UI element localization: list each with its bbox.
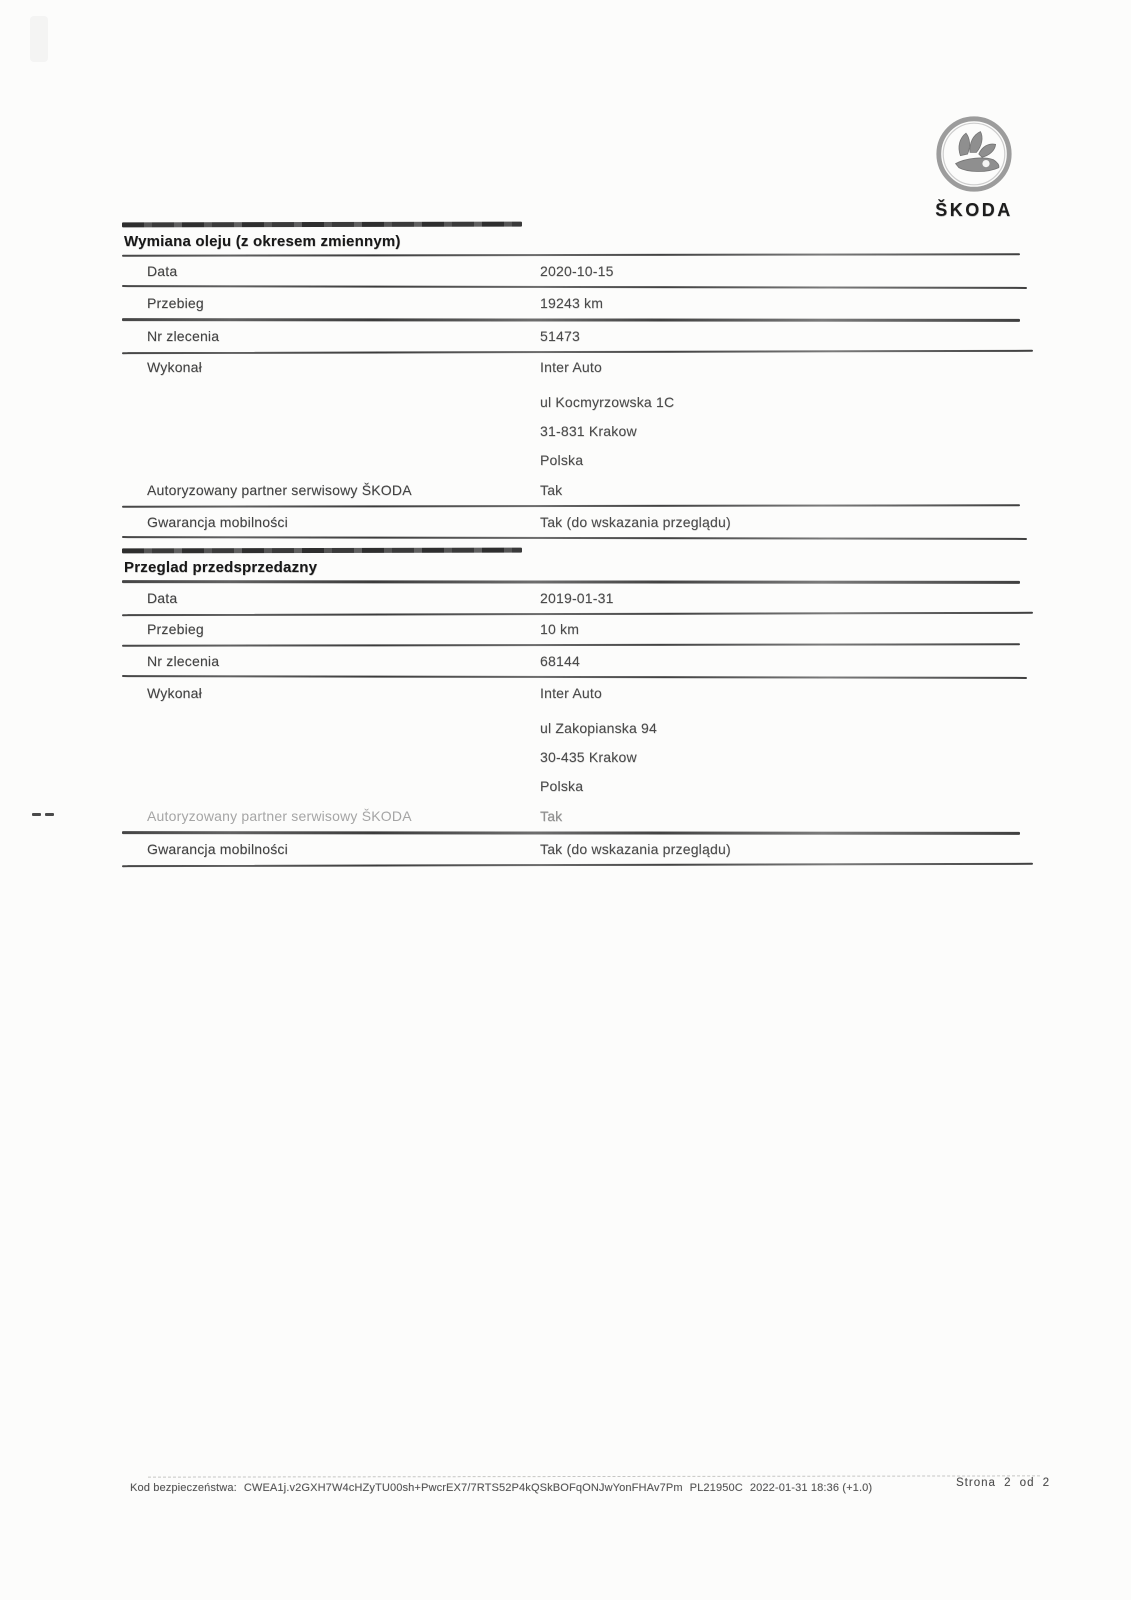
row-label: Przebieg bbox=[147, 621, 204, 638]
page-indicator: Strona 2 od 2 bbox=[956, 1477, 1051, 1489]
row-value: 51473 bbox=[540, 327, 580, 344]
section-header-bar bbox=[122, 548, 522, 554]
workshop-city: 31-831 Krakow bbox=[540, 423, 637, 440]
row-label: Nr zlecenia bbox=[147, 327, 220, 344]
table-row-workshop bbox=[122, 678, 1020, 801]
row-value: 2020-10-15 bbox=[540, 263, 614, 279]
table-row bbox=[122, 256, 1020, 286]
row-value: 2019-01-31 bbox=[540, 589, 614, 606]
table-row bbox=[122, 321, 1020, 351]
footer-security bbox=[130, 1482, 872, 1494]
skoda-winged-arrow-icon bbox=[934, 114, 1014, 194]
row-label: Gwarancja mobilności bbox=[147, 840, 288, 857]
table-row bbox=[122, 475, 1020, 505]
table-rule bbox=[122, 536, 1027, 540]
footer-divider bbox=[148, 1475, 1040, 1477]
section-header-bar bbox=[122, 222, 522, 228]
row-value: Tak bbox=[540, 482, 563, 499]
row-value-workshop bbox=[540, 359, 1020, 475]
section-title: Przeglad przedsprzedazny bbox=[124, 559, 318, 576]
table-row bbox=[122, 646, 1020, 676]
document-code: PL21950C bbox=[689, 1482, 743, 1494]
table-row bbox=[122, 583, 1020, 613]
table-row-workshop bbox=[122, 352, 1020, 475]
workshop-street: ul Zakopianska 94 bbox=[540, 720, 658, 737]
workshop-street: ul Kocmyrzowska 1C bbox=[540, 394, 675, 411]
table-row bbox=[122, 614, 1020, 644]
print-timestamp: 2022-01-31 18:36 (+1.0) bbox=[749, 1482, 873, 1494]
workshop-city: 30-435 Krakow bbox=[540, 749, 637, 766]
workshop-name: Inter Auto bbox=[540, 685, 602, 702]
row-value: 68144 bbox=[540, 653, 580, 670]
row-value: Tak (do wskazania przeglądu) bbox=[540, 840, 731, 857]
table-row bbox=[122, 507, 1020, 537]
scan-artifact-smudge bbox=[30, 16, 48, 62]
row-value: Tak bbox=[540, 808, 563, 825]
row-label: Data bbox=[147, 589, 178, 606]
scan-artifact-dash bbox=[32, 813, 54, 816]
workshop-country: Polska bbox=[540, 778, 584, 795]
skoda-wordmark: ŠKODA bbox=[935, 200, 1013, 220]
row-value: 10 km bbox=[540, 621, 580, 638]
row-value: Tak (do wskazania przeglądu) bbox=[540, 514, 731, 531]
table-presale-inspection bbox=[122, 548, 1020, 866]
row-label: Autoryzowany partner serwisowy ŠKODA bbox=[147, 482, 412, 499]
row-label: Przebieg bbox=[147, 295, 204, 311]
row-label: Autoryzowany partner serwisowy ŠKODA bbox=[147, 808, 412, 825]
workshop-name: Inter Auto bbox=[540, 359, 602, 376]
skoda-logo bbox=[928, 114, 1020, 221]
row-label: Gwarancja mobilności bbox=[147, 514, 288, 531]
row-label: Wykonał bbox=[147, 685, 202, 702]
section-title: Wymiana oleju (z okresem zmiennym) bbox=[124, 233, 401, 250]
row-label: Data bbox=[147, 263, 178, 279]
workshop-country: Polska bbox=[540, 452, 584, 469]
table-row bbox=[122, 834, 1020, 864]
row-value-workshop bbox=[540, 685, 1020, 801]
security-code-value: CWEA1j.v2GXH7W4cHZyTU00sh+PwcrEX7/7RTS52P4kQSkBOFqONJwYonFHAv7Pm bbox=[243, 1482, 683, 1494]
table-row bbox=[122, 801, 1020, 831]
row-value: 19243 km bbox=[540, 295, 604, 311]
security-code-label: Kod bezpieczeństwa: bbox=[130, 1482, 237, 1494]
table-row bbox=[122, 288, 1020, 318]
row-label: Wykonał bbox=[147, 359, 202, 376]
table-oil-change bbox=[122, 222, 1020, 539]
row-label: Nr zlecenia bbox=[147, 653, 220, 670]
